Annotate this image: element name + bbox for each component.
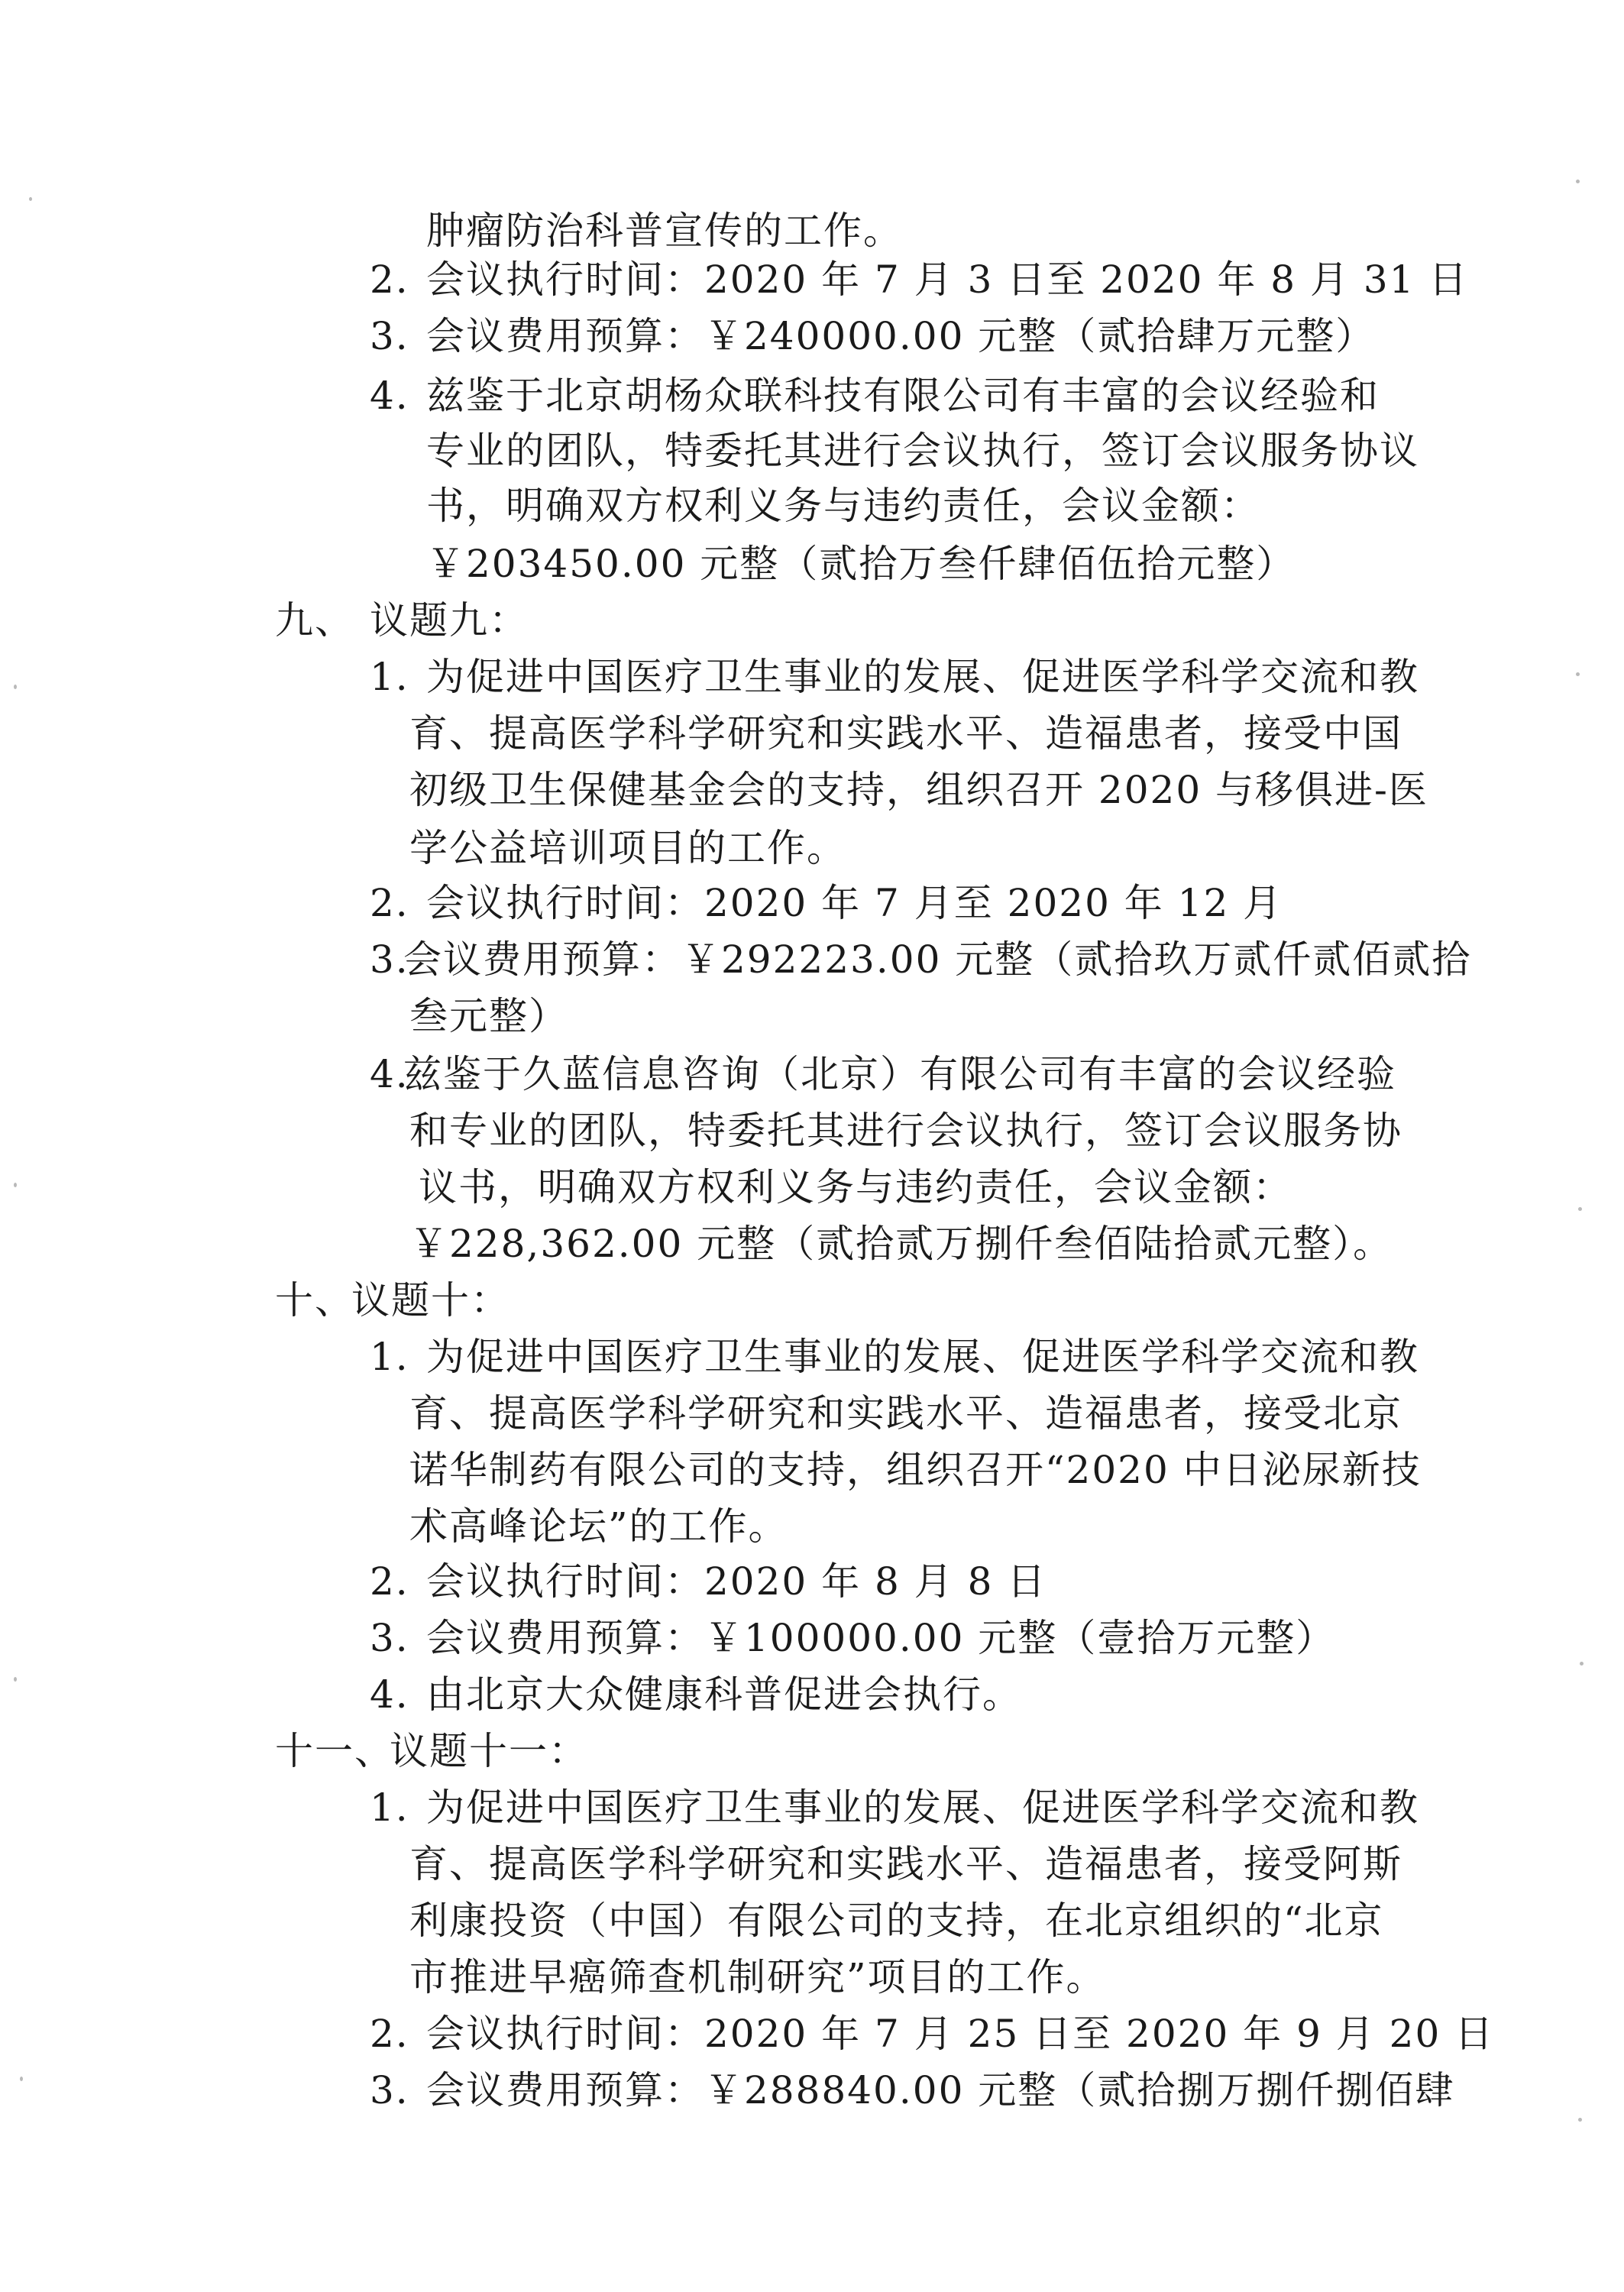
scan-speck [14,1183,17,1187]
scan-speck [14,685,17,689]
list-marker: 2. [370,257,409,302]
item-text-line: 初级卫生保健基金会的支持，组织召开 2020 与移俱进-医 [409,768,1428,812]
item-text-line: 叁元整） [409,994,568,1038]
list-marker: 3. [370,937,409,982]
item-text-line: 为促进中国医疗卫生事业的发展、促进医学科学交流和教 [426,655,1419,699]
section-heading: 议题九： [370,598,529,643]
item-text-line: 会议费用预算：￥292223.00 元整（贰拾玖万贰仟贰佰贰拾 [403,937,1472,982]
list-marker: 4. [370,1052,409,1096]
scan-speck [1580,1662,1584,1666]
list-marker: 4. [370,1672,409,1717]
section-number: 九、 [275,598,354,643]
item-text-line: 和专业的团队，特委托其进行会议执行，签订会议服务协 [409,1109,1402,1153]
item-text-line: 书，明确双方权利义务与违约责任，会议金额： [426,484,1260,528]
item-text-line: 会议费用预算：￥100000.00 元整（壹拾万元整） [426,1616,1336,1660]
item-text-line: 专业的团队，特委托其进行会议执行，签订会议服务协议 [426,429,1419,473]
scan-speck [1576,672,1580,676]
item-text-line: 议书，明确双方权利义务与违约责任，会议金额： [419,1165,1292,1209]
list-marker: 2. [370,2012,409,2056]
item-text-line: 会议费用预算：￥288840.00 元整（贰拾捌万捌仟捌佰肆 [426,2068,1455,2112]
item-text-line: 肿瘤防治科普宣传的工作。 [426,209,903,253]
scan-speck [1576,180,1580,183]
section-heading: 议题十： [351,1278,510,1322]
list-marker: 1. [370,655,409,699]
scan-speck [14,1677,17,1682]
list-marker: 1. [370,1335,409,1379]
item-text-line: 会议执行时间：2020 年 8 月 8 日 [426,1559,1047,1604]
item-text-line: ￥203450.00 元整（贰拾万叁仟肆佰伍拾元整） [426,542,1296,586]
item-text-line: 兹鉴于北京胡杨众联科技有限公司有丰富的会议经验和 [426,374,1380,418]
section-number: 十一、 [275,1729,394,1773]
item-text-line: 会议执行时间：2020 年 7 月至 2020 年 12 月 [426,881,1283,925]
list-marker: 2. [370,1559,409,1604]
item-text-line: 育、提高医学科学研究和实践水平、造福患者，接受阿斯 [409,1842,1402,1886]
list-marker: 3. [370,1616,409,1660]
item-text-line: 会议费用预算：￥240000.00 元整（贰拾肆万元整） [426,314,1376,358]
item-text-line: 为促进中国医疗卫生事业的发展、促进医学科学交流和教 [426,1785,1419,1830]
list-marker: 4. [370,374,409,418]
section-number: 十、 [275,1278,354,1322]
scan-speck [20,2077,23,2081]
list-marker: 1. [370,1785,409,1830]
item-text-line: 诺华制药有限公司的支持，组织召开“2020 中日泌尿新技 [409,1448,1422,1492]
list-marker: 2. [370,881,409,925]
item-text-line: 学公益培训项目的工作。 [409,826,846,870]
scan-speck [1578,1207,1582,1211]
item-text-line: 育、提高医学科学研究和实践水平、造福患者，接受北京 [409,1391,1402,1436]
item-text-line: 由北京大众健康科普促进会执行。 [426,1672,1022,1717]
list-marker: 3. [370,314,409,358]
item-text-line: 会议执行时间：2020 年 7 月 3 日至 2020 年 8 月 31 日 [426,257,1469,302]
item-text-line: 兹鉴于久蓝信息咨询（北京）有限公司有丰富的会议经验 [403,1052,1396,1096]
item-text-line: 市推进早癌筛查机制研究”项目的工作。 [409,1955,1106,1999]
item-text-line: ￥228,362.00 元整（贰拾贰万捌仟叁佰陆拾贰元整）。 [409,1222,1393,1266]
item-text-line: 为促进中国医疗卫生事业的发展、促进医学科学交流和教 [426,1335,1419,1379]
item-text-line: 会议执行时间：2020 年 7 月 25 日至 2020 年 9 月 20 日 [426,2012,1495,2056]
item-text-line: 术高峰论坛”的工作。 [409,1504,788,1549]
scan-speck [29,197,32,201]
list-marker: 3. [370,2068,409,2112]
item-text-line: 利康投资（中国）有限公司的支持，在北京组织的“北京 [409,1899,1384,1943]
scan-speck [1578,2118,1582,2122]
item-text-line: 育、提高医学科学研究和实践水平、造福患者，接受中国 [409,711,1402,756]
section-heading: 议题十一： [390,1729,588,1773]
